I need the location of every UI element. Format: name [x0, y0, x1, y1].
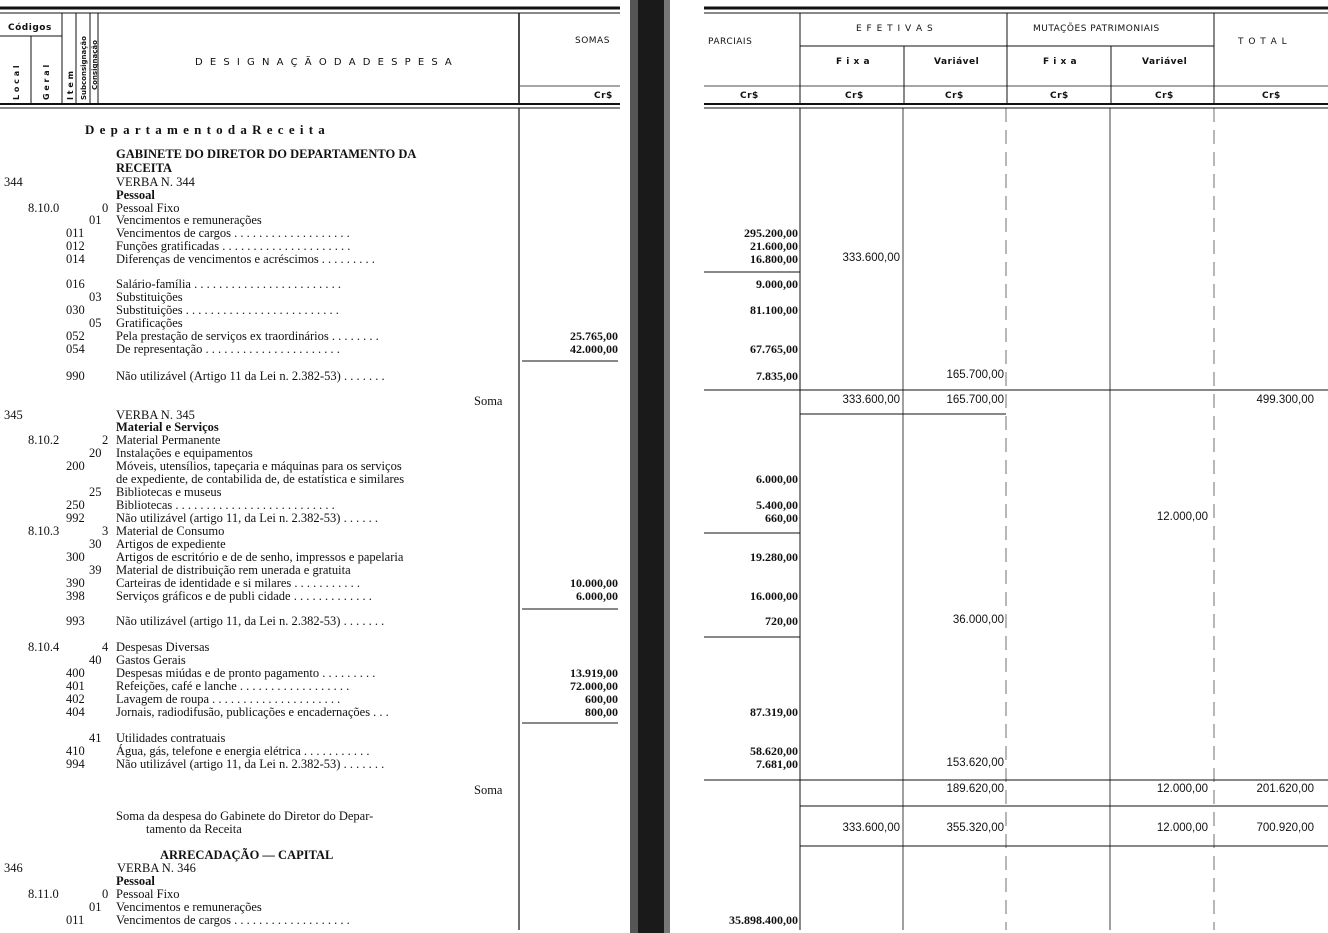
row-designacao: Jornais, radiodifusão, publicações e encadernações . . . — [116, 705, 389, 719]
efetivas-fixa-currency: Cr$ — [845, 91, 864, 101]
row-subconsignacao: 01 — [89, 213, 102, 227]
subconsignacao-label: Subconsignação — [80, 36, 88, 100]
total-currency: Cr$ — [1262, 91, 1281, 101]
row-designacao: Utilidades contratuais — [116, 731, 226, 745]
row-designacao: Água, gás, telefone e energia elétrica . . . . . . . . . . . — [116, 744, 370, 758]
row-designacao: Pessoal — [116, 874, 155, 888]
row-designacao: Carteiras de identidade e si milares . . . . . . . . . . . — [116, 576, 361, 590]
row-item-code: 014 — [66, 252, 85, 266]
mutacoes-variavel-value: 12.000,00 — [1156, 511, 1208, 523]
efetivas-fixa-value: 333.600,00 — [842, 252, 900, 264]
row-designacao: Substituições . . . . . . . . . . . . . . . . . . . . . . . . . — [116, 303, 339, 317]
row-designacao: Lavagem de roupa . . . . . . . . . . . . . . . . . . . . . — [116, 692, 341, 706]
total-value: 201.620,00 — [1256, 783, 1314, 795]
row-designacao: De representação . . . . . . . . . . . . . . . . . . . . . . — [116, 342, 340, 356]
row-designacao: Diferenças de vencimentos e acréscimos . . . . . . . . . — [116, 252, 375, 266]
efetivas-fixa-value: 333.600,00 — [842, 394, 900, 406]
row-designacao: Artigos de expediente — [116, 537, 226, 551]
parciais-value: 660,00 — [765, 511, 798, 525]
efetivas-heading: E F E T I V A S — [856, 24, 934, 34]
row-designacao: Substituições — [116, 290, 183, 304]
row-item-code: 054 — [66, 342, 85, 356]
row-code: 8.10.2 — [28, 433, 60, 447]
efetivas-fixa-label: F i x a — [836, 57, 871, 67]
row-item-code: 992 — [66, 511, 85, 525]
efetivas-variavel-value: 36.000,00 — [952, 614, 1004, 626]
mutacoes-variavel-label: Variável — [1142, 57, 1188, 67]
codigos-label: Códigos — [8, 23, 52, 33]
row-designacao: Soma — [474, 394, 503, 408]
row-designacao: Despesas Diversas — [116, 640, 210, 654]
parciais-value: 5.400,00 — [756, 498, 798, 512]
row-designacao: Vencimentos de cargos . . . . . . . . . . . . . . . . . . . — [116, 913, 350, 927]
row-soma-value: 6.000,00 — [576, 589, 618, 603]
row-designacao: Gratificações — [116, 316, 183, 330]
row-soma-value: 800,00 — [585, 705, 618, 719]
row-designacao: Não utilizável (artigo 11, da Lei n. 2.382-53) . . . . . . . — [116, 614, 385, 628]
row-soma-value: 42.000,00 — [570, 342, 618, 356]
row-designacao: Instalações e equipamentos — [116, 446, 253, 460]
row-designacao: Vencimentos de cargos . . . . . . . . . . . . . . . . . . . — [116, 226, 350, 240]
efetivas-variavel-value: 355.320,00 — [946, 822, 1004, 834]
total-heading: T O T A L — [1238, 37, 1288, 47]
parciais-heading: PARCIAIS — [708, 37, 753, 47]
mutacoes-variavel-value: 12.000,00 — [1156, 783, 1208, 795]
row-designacao: VERBA N. 344 — [116, 175, 195, 189]
total-value: 700.920,00 — [1256, 822, 1314, 834]
parciais-value: 6.000,00 — [756, 472, 798, 486]
parciais-value: 295.200,00 — [744, 226, 798, 240]
binding-gutter — [636, 0, 666, 933]
row-subconsignacao: 0 — [102, 201, 109, 215]
row-item-code: 398 — [66, 589, 85, 603]
total-value: 499.300,00 — [1256, 394, 1314, 406]
row-item-code: 250 — [66, 498, 85, 512]
row-designacao: Móveis, utensílios, tapeçaria e máquinas para os serviços — [116, 459, 402, 473]
row-soma-value: 10.000,00 — [570, 576, 618, 590]
mutacoes-variavel-currency: Cr$ — [1155, 91, 1174, 101]
row-designacao: Vencimentos e remunerações — [116, 900, 262, 914]
parciais-currency: Cr$ — [740, 91, 759, 101]
parciais-value: 7.681,00 — [756, 757, 798, 771]
row-designacao: Bibliotecas . . . . . . . . . . . . . . . . . . . . . . . . . . — [116, 498, 335, 512]
parciais-value: 9.000,00 — [756, 277, 798, 291]
row-designacao: RECEITA — [116, 161, 173, 175]
row-designacao: Serviços gráficos e de publi cidade . . . . . . . . . . . . . — [116, 589, 372, 603]
row-code: 345 — [4, 408, 23, 422]
efetivas-variavel-value: 165.700,00 — [946, 369, 1004, 381]
row-subconsignacao: 03 — [89, 290, 102, 304]
efetivas-variavel-value: 165.700,00 — [946, 394, 1004, 406]
mutacoes-fixa-currency: Cr$ — [1050, 91, 1069, 101]
row-designacao: D e p a r t a m e n t o d a R e c e i t a — [85, 122, 326, 137]
row-item-code: 402 — [66, 692, 85, 706]
row-designacao: Pessoal Fixo — [116, 201, 180, 215]
row-item-code: 390 — [66, 576, 85, 590]
row-designacao: Salário-família . . . . . . . . . . . . . . . . . . . . . . . . — [116, 277, 341, 291]
row-designacao: GABINETE DO DIRETOR DO DEPARTAMENTO DA — [116, 147, 417, 161]
row-designacao: Vencimentos e remunerações — [116, 213, 262, 227]
somas-heading: SOMAS — [575, 36, 610, 46]
row-item-code: 012 — [66, 239, 85, 253]
parciais-value: 58.620,00 — [750, 744, 798, 758]
row-item-code: 401 — [66, 679, 85, 693]
row-item-code: 011 — [66, 226, 85, 240]
row-designacao: Material de distribuição rem unerada e gratuita — [116, 563, 351, 577]
row-item-code: 410 — [66, 744, 85, 758]
row-subconsignacao: 2 — [102, 433, 109, 447]
parciais-value: 81.100,00 — [750, 303, 798, 317]
row-subconsignacao: 4 — [102, 640, 109, 654]
row-designacao: Refeições, café e lanche . . . . . . . . . . . . . . . . . . — [116, 679, 350, 693]
parciais-value: 67.765,00 — [750, 342, 798, 356]
parciais-value: 21.600,00 — [750, 239, 798, 253]
efetivas-fixa-value: 333.600,00 — [842, 822, 900, 834]
row-designacao: VERBA N. 346 — [117, 861, 196, 875]
row-item-code: 404 — [66, 705, 85, 719]
efetivas-variavel-value: 189.620,00 — [946, 783, 1004, 795]
row-item-code: 994 — [66, 757, 85, 771]
row-designacao: VERBA N. 345 — [116, 408, 195, 422]
row-subconsignacao: 0 — [102, 887, 109, 901]
designacao-heading: D E S I G N A Ç Ã O D A D E S P E S A — [195, 57, 454, 68]
row-subconsignacao: 20 — [89, 446, 102, 460]
row-subconsignacao: 01 — [89, 900, 102, 914]
row-designacao: tamento da Receita — [146, 822, 242, 836]
parciais-value: 19.280,00 — [750, 550, 798, 564]
efetivas-variavel-value: 153.620,00 — [946, 757, 1004, 769]
parciais-value: 720,00 — [765, 614, 798, 628]
parciais-value: 16.800,00 — [750, 252, 798, 266]
row-designacao: ARRECADAÇÃO — CAPITAL — [160, 848, 334, 862]
row-designacao: Despesas miúdas e de pronto pagamento . . . . . . . . . — [116, 666, 376, 680]
row-code: 8.11.0 — [28, 887, 59, 901]
row-designacao: Funções gratificadas . . . . . . . . . . . . . . . . . . . . . — [116, 239, 351, 253]
row-soma-value: 13.919,00 — [570, 666, 618, 680]
row-subconsignacao: 05 — [89, 316, 102, 330]
row-code: 8.10.0 — [28, 201, 60, 215]
row-item-code: 030 — [66, 303, 85, 317]
local-label: L o c a l — [12, 65, 21, 100]
mutacoes-fixa-label: F i x a — [1043, 57, 1078, 67]
row-subconsignacao: 3 — [102, 524, 109, 538]
somas-currency: Cr$ — [594, 91, 613, 101]
row-designacao: Material Permanente — [116, 433, 221, 447]
row-designacao: Pela prestação de serviços ex traordinários . . . . . . . . — [116, 329, 379, 343]
row-subconsignacao: 39 — [89, 563, 102, 577]
row-designacao: Bibliotecas e museus — [116, 485, 222, 499]
row-item-code: 052 — [66, 329, 85, 343]
row-designacao: Não utilizável (artigo 11, da Lei n. 2.382-53) . . . . . . . — [116, 757, 385, 771]
row-designacao: Soma da despesa do Gabinete do Diretor do Depar- — [116, 809, 374, 823]
consignacao-label: Consignação — [91, 40, 99, 90]
row-designacao: Material e Serviços — [116, 420, 219, 434]
parciais-value: 7.835,00 — [756, 369, 798, 383]
parciais-value: 87.319,00 — [750, 705, 798, 719]
mutacoes-variavel-value: 12.000,00 — [1156, 822, 1208, 834]
row-designacao: Material de Consumo — [116, 524, 225, 538]
row-code: 344 — [4, 175, 23, 189]
row-code: 8.10.4 — [28, 640, 60, 654]
row-item-code: 990 — [66, 369, 85, 383]
row-designacao: Artigos de escritório e de de senho, impressos e papelaria — [116, 550, 404, 564]
row-designacao: Soma — [474, 783, 503, 797]
geral-label: G e r a l — [42, 64, 51, 100]
row-item-code: 993 — [66, 614, 85, 628]
row-soma-value: 25.765,00 — [570, 329, 618, 343]
row-designacao: Gastos Gerais — [116, 653, 186, 667]
row-code: 8.10.3 — [28, 524, 60, 538]
row-designacao: Pessoal — [116, 188, 155, 202]
row-designacao: Pessoal Fixo — [116, 887, 180, 901]
row-designacao: Não utilizável (Artigo 11 da Lei n. 2.382-53) . . . . . . . — [116, 369, 385, 383]
row-subconsignacao: 30 — [89, 537, 102, 551]
row-subconsignacao: 40 — [89, 653, 102, 667]
row-code: 346 — [4, 861, 23, 875]
row-item-code: 300 — [66, 550, 85, 564]
row-designacao: de expediente, de contabilida de, de estatística e similares — [116, 472, 405, 486]
row-subconsignacao: 41 — [89, 731, 102, 745]
item-label: I t e m — [66, 71, 75, 100]
efetivas-variavel-currency: Cr$ — [945, 91, 964, 101]
row-item-code: 011 — [66, 913, 85, 927]
row-soma-value: 72.000,00 — [570, 679, 618, 693]
parciais-value: 35.898.400,00 — [729, 913, 798, 927]
row-item-code: 200 — [66, 459, 85, 473]
row-item-code: 016 — [66, 277, 85, 291]
row-subconsignacao: 25 — [89, 485, 102, 499]
row-soma-value: 600,00 — [585, 692, 618, 706]
row-designacao: Não utilizável (artigo 11, da Lei n. 2.382-53) . . . . . . — [116, 511, 378, 525]
mutacoes-heading: MUTAÇÕES PATRIMONIAIS — [1033, 24, 1160, 34]
parciais-value: 16.000,00 — [750, 589, 798, 603]
efetivas-variavel-label: Variável — [934, 57, 980, 67]
row-item-code: 400 — [66, 666, 85, 680]
